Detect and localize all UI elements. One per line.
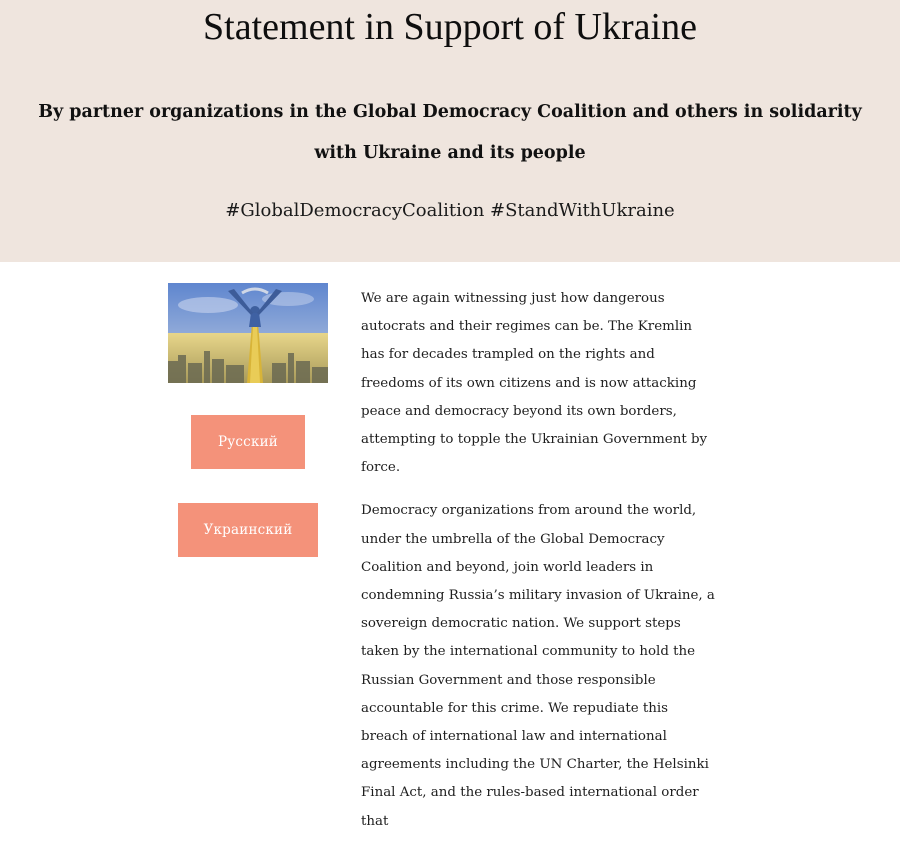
statement-body [361,285,720,851]
ukrainian-language-button[interactable]: Украинский [178,503,318,557]
page-subtitle: By partner organizations in the Global Democracy Coalition and others in solidarity with Ukraine and its people [38,102,862,163]
hashtags: #GlobalDemocracyCoalition #StandWithUkraine [225,200,675,221]
page-title: Statement in Support of Ukraine [203,6,697,48]
paragraph-2: Democracy organizations from around the world, under the umbrella of the Global Democracy Coalition and beyond, join world leaders in condemning Russia’s military invasion of Ukraine, a sovereign democratic nation. We support steps taken by the international community to hold the Russian Government and those responsible accountable for this crime. We repudiate this breach of international law and international agreements including the UN Charter, the Helsinki Final Act, and the rules-based international order that [361,503,720,829]
russian-language-button[interactable]: Русский [191,415,305,469]
photo-graphic [168,283,328,383]
paragraph-1: We are again witnessing just how dangerous autocrats and their regimes can be. The Kremlin has for decades trampled on the rights and freedoms of its own citizens and is now attacking peace and democracy beyond its own borders, attempting to topple the Ukrainian Government by force. [361,291,708,476]
independence-monument-photo [168,283,328,383]
hero-banner [0,0,900,262]
